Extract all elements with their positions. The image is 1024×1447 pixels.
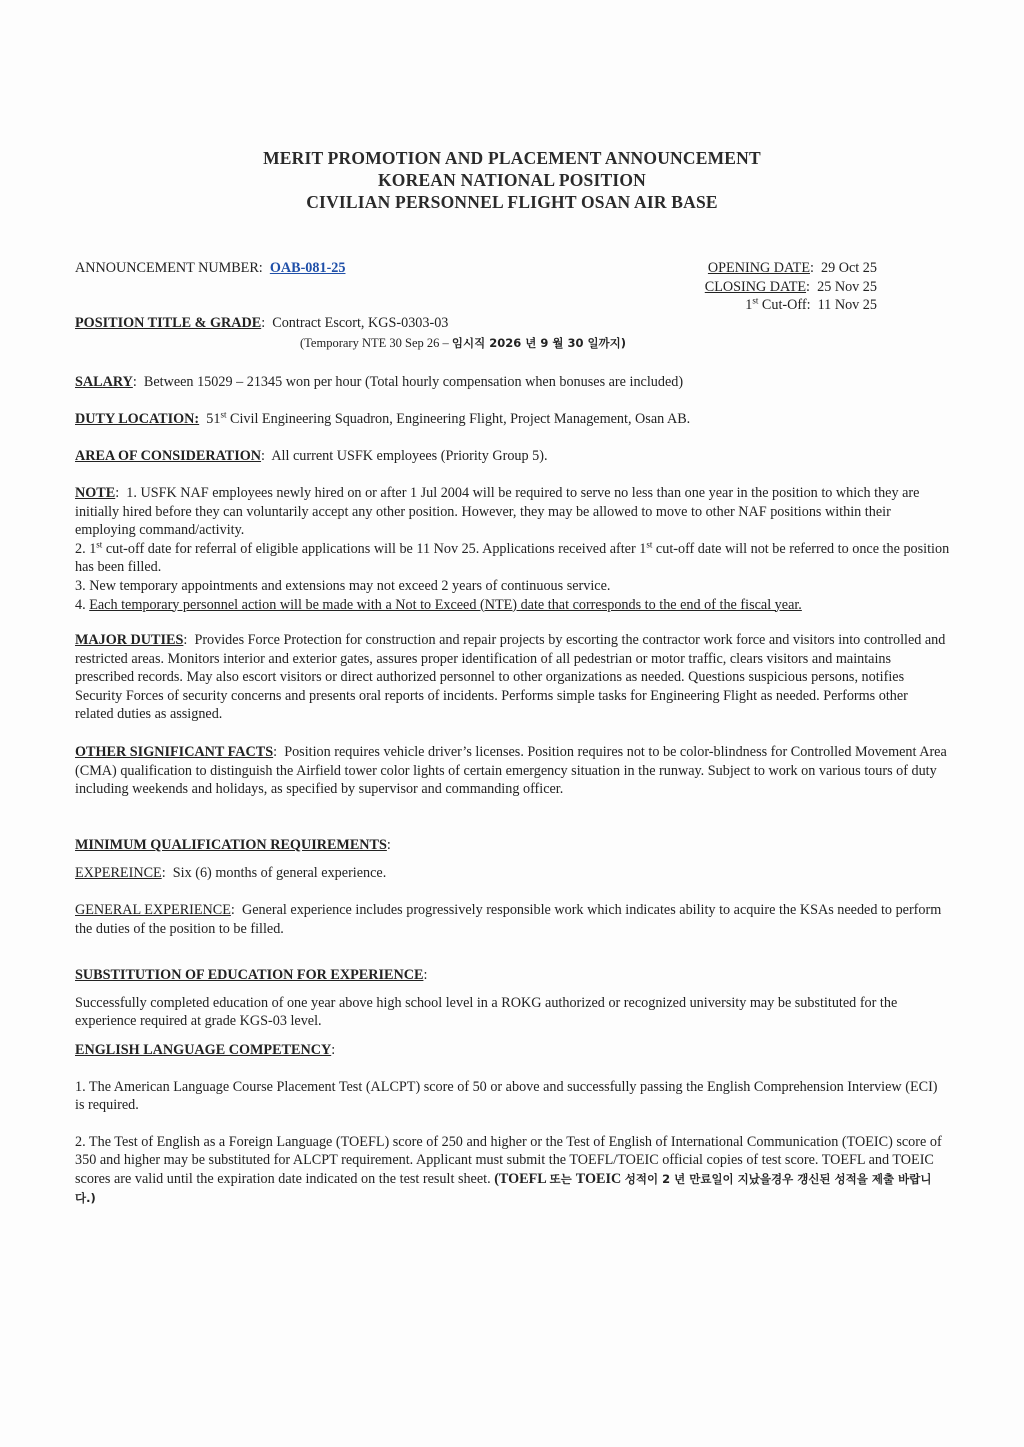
header-line-2: KOREAN NATIONAL POSITION [378,170,646,190]
note-item-2-post: cut-off date will not be referred to once the position has been filled. [75,540,950,576]
note-item-3: 3. New temporary appointments and extensions may not exceed 2 years of continuous service. [75,577,611,594]
header-line-3: CIVILIAN PERSONNEL FLIGHT OSAN AIR BASE [306,192,718,212]
general-experience-block: GENERAL EXPERIENCE: General experience includes progressively responsible work which indicates ability to acquire the KSAs needed to perform the duties of the position to be filled. [75,902,942,937]
note-item-2-mid: cut-off date for referral of eligible applications will be 11 Nov 25. Applications received after 1 [102,540,647,557]
area-label: AREA OF CONSIDERATION [75,448,262,464]
announcement-number-link[interactable]: OAB-081-25 [269,260,346,276]
note-item-2-sup: st [96,539,103,550]
substitution-label: SUBSTITUTION OF EDUCATION FOR EXPERIENCE [75,967,424,983]
other-facts-value: Position requires vehicle driver’s licenses. Position requires not to be color-blindness for Controlled Movement Area (CMA) qualification to distinguish the Airfield tower color lights of certain emergency situation in the runway. Subject to work on various tours of duty including weekends and holidays, as specified by supervisor and commanding officer. [75,744,947,798]
position-block: POSITION TITLE & GRADE: Contract Escort, KGS-0303-03 (Temporary NTE 30 Sep 26 – 임시직 2026 년 9 월 30 일까지) [75,314,950,352]
note-label: NOTE [75,485,116,501]
general-experience-label: GENERAL EXPERIENCE [75,902,231,918]
note-item-1: 1. USFK NAF employees newly hired on or after 1 Jul 2004 will be required to serve no less than one year in the position to which they are initially hired before they can voluntarily accept any other position. However, they may be allowed to move to other NAF positions within their employing command/activity. [75,485,920,539]
position-label: POSITION TITLE & GRADE [75,315,262,331]
substitution-value: Successfully completed education of one year above high school level in a ROKG authorized or recognized university may be substituted for the experience required at grade KGS-03 level. [75,994,898,1030]
english-item-2-text: 2. The Test of English as a Foreign Language (TOEFL) score of 250 and higher or the Test of English of International Communication (TOEIC) score of 350 and higher may be substituted for ALCPT requirement. Applicant must submit the TOEFL/TOEIC official copies of test score. TOEFL and TOEIC scores are valid until the expiration date indicated on the test result sheet. [75,1133,942,1187]
salary-value: Between 15029 – 21345 won per hour (Total hourly compensation when bonuses are included) [143,374,684,390]
duty-location-label: DUTY LOCATION: [75,411,200,427]
area-value: All current USFK employees (Priority Group 5). [271,448,548,464]
note-item-2-sup2: st [646,539,653,550]
salary-row: SALARY: Between 15029 – 21345 won per hour (Total hourly compensation when bonuses are included) [75,374,684,390]
salary-label: SALARY [75,374,133,390]
document-header [0,147,1024,213]
minimum-qualification-label: MINIMUM QUALIFICATION REQUIREMENTS [75,837,387,853]
english-item-2-bold-en1: (TOEFL [494,1170,550,1187]
temporary-note-en: (Temporary NTE 30 Sep 26 – [300,335,452,350]
major-duties-value: Provides Force Protection for construction and repair projects by escorting the contractor work force and visitors into controlled and restricted areas. Monitors interior and exterior gates, assures proper identification of all pedestrian or motor traffic, clears visitors and maintains prescribed records. May also escort visitors or direct authorized personnel to other organizations as needed. Questions suspicious persons, notifies Security Forces of security concerns and presents oral reports of incidents. Performs simple tasks for Engineering Flight as needed. Performs other related duties as assigned. [75,632,946,723]
experience-value: Six (6) months of general experience. [172,865,387,881]
cutoff-date [600,296,877,315]
header-line-1: MERIT PROMOTION AND PLACEMENT ANNOUNCEMENT [263,148,761,168]
english-item-2 [75,1133,950,1207]
note-item-2-pre: 2. 1 [75,540,97,557]
opening-date-label: OPENING DATE [707,260,810,276]
closing-date-value: 25 Nov 25 [817,278,877,295]
other-facts-block: OTHER SIGNIFICANT FACTS: Position requires vehicle driver’s licenses. Position requires not to be color-blindness for Controlled Movement Area (CMA) qualification to distinguish the Airfield tower color lights of certain emergency situation in the runway. Subject to work on various tours of duty including weekends and holidays, as specified by supervisor and commanding officer. [75,744,947,798]
major-duties-label: MAJOR DUTIES [75,632,184,648]
english-item-2-bold-ko1: 또는 [549,1171,576,1186]
note-item-4 [75,596,950,615]
temporary-note [75,334,950,353]
position-value: Contract Escort, KGS-0303-03 [272,315,449,331]
substitution-block: SUBSTITUTION OF EDUCATION FOR EXPERIENCE: Successfully completed education of one year above high school level in a ROKG authorized or recognized university may be substituted for the experience required at grade KGS-03 level. [75,966,950,1031]
major-duties-block: MAJOR DUTIES: Provides Force Protection for construction and repair projects by escorting the contractor work force and visitors into controlled and restricted areas. Monitors interior and exterior gates, assures proper identification of all pedestrian or motor traffic, clears visitors and maintains prescribed records. May also escort visitors or direct authorized personnel to other organizations as needed. Questions suspicious persons, notifies Security Forces of security concerns and presents oral reports of incidents. Performs simple tasks for Engineering Flight as needed. Performs other related duties as assigned. [75,632,946,723]
area-row: AREA OF CONSIDERATION: All current USFK employees (Priority Group 5). [75,448,548,464]
closing-date: CLOSING DATE: 25 Nov 25 [704,278,877,295]
duty-location-value: Civil Engineering Squadron, Engineering Flight, Project Management, Osan AB. [230,411,691,427]
experience-label: EXPEREINCE [75,865,162,881]
note-item-4-num: 4. [75,596,90,613]
other-facts-label: OTHER SIGNIFICANT FACTS [75,744,274,760]
english-item-2-bold-ko2: 성적이 2 년 만료일이 지났을경우 갱신된 성적을 제출 바랍니다.) [75,1171,932,1205]
dates-block [600,259,877,315]
note-item-4-text: Each temporary personnel action will be made with a Not to Exceed (NTE) date that corresponds to the end of the fiscal year. [89,596,802,613]
minimum-qualification-heading: MINIMUM QUALIFICATION REQUIREMENTS: [75,837,391,853]
duty-location-num: 51 [206,411,221,427]
closing-date-label: CLOSING DATE [704,278,807,295]
duty-location-row [75,410,950,429]
opening-date-value: 29 Oct 25 [821,260,877,276]
english-competency-label: ENGLISH LANGUAGE COMPETENCY [75,1042,332,1058]
cutoff-label: Cut-Off: [761,297,811,314]
announcement-number-label: ANNOUNCEMENT NUMBER: [75,260,263,276]
cutoff-sup: st [752,295,759,306]
english-item-2-bold-en2: TOEIC [575,1170,625,1187]
experience-row: EXPEREINCE: Six (6) months of general experience. [75,865,387,881]
temporary-note-ko: 임시직 2026 년 9 월 30 일까지) [451,335,627,350]
english-competency-block: ENGLISH LANGUAGE COMPETENCY: 1. The American Language Course Placement Test (ALCPT) score of 50 or above and successfully passing the English Comprehension Interview (ECI) is required. 2. The Test of English as a Foreign Language (TOEFL) score of 250 and higher or the Test of English of International Communication (TOEIC) score of 350 and higher may be substituted for ALCPT requirement. Applicant must submit the TOEFL/TOEIC official copies of test score. TOEFL and TOEIC scores are valid until the expiration date indicated on the test result sheet. (TOEFL 또는 TOEIC 성적이 2 년 만료일이 지났을경우 갱신된 성적을 제출 바랍니다.) [75,1041,950,1207]
note-item-2 [75,540,950,577]
duty-location-sup: st [220,409,227,420]
cutoff-num: 1 [745,297,753,314]
note-block: NOTE: 1. USFK NAF employees newly hired on or after 1 Jul 2004 will be required to serve no less than one year in the position to which they are initially hired before they can voluntarily accept any other position. However, they may be allowed to move to other NAF positions within their employing command/activity. 2. 1st cut-off date for referral of eligible applications will be 11 Nov 25. Applications received after 1st cut-off date will not be referred to once the position has been filled. 3. New temporary appointments and extensions may not exceed 2 years of continuous service. 4. Each temporary personnel action will be made with a Not to Exceed (NTE) date that corresponds to the end of the fiscal year. [75,485,950,613]
english-item-1: 1. The American Language Course Placement Test (ALCPT) score of 50 or above and successfully passing the English Comprehension Interview (ECI) is required. [75,1078,938,1114]
general-experience-value: General experience includes progressively responsible work which indicates ability to acquire the KSAs needed to perform the duties of the position to be filled. [75,902,942,937]
cutoff-value: 11 Nov 25 [817,297,877,314]
opening-date: OPENING DATE: 29 Oct 25 [707,260,877,276]
